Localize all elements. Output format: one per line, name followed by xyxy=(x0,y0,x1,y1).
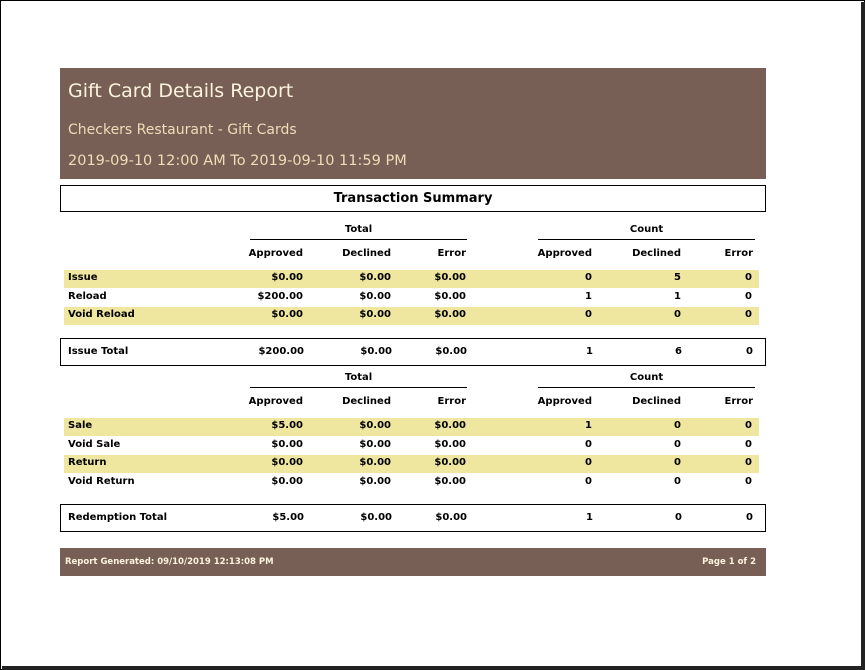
row-value: $0.00 xyxy=(434,309,466,320)
row-value: $5.00 xyxy=(271,420,303,431)
page-number: Page 1 of 2 xyxy=(702,557,756,567)
total-value: $0.00 xyxy=(435,345,467,357)
report-date-range: 2019-09-10 12:00 AM To 2019-09-10 11:59 PM xyxy=(68,153,407,169)
row-value: 0 xyxy=(745,309,752,320)
total-label: Issue Total xyxy=(68,345,129,357)
row-value: $0.00 xyxy=(271,457,303,468)
row-value: 0 xyxy=(745,457,752,468)
report-header xyxy=(60,68,766,179)
row-value: $0.00 xyxy=(359,272,391,283)
row-label: Void Sale xyxy=(68,438,121,450)
row-value: 0 xyxy=(585,457,592,468)
row-value: 0 xyxy=(745,438,752,450)
column-header: Approved xyxy=(537,396,592,407)
row-value: $0.00 xyxy=(434,475,466,487)
row-label: Void Reload xyxy=(68,309,135,320)
row-label: Issue xyxy=(68,272,98,283)
total-value: $0.00 xyxy=(360,512,392,523)
table-row xyxy=(64,474,759,492)
column-header: Error xyxy=(724,248,753,259)
row-value: $0.00 xyxy=(434,272,466,283)
row-value: $0.00 xyxy=(359,438,391,450)
total-value: 0 xyxy=(746,345,753,357)
row-value: 0 xyxy=(585,272,592,283)
total-value: 0 xyxy=(675,512,682,523)
row-label: Reload xyxy=(68,290,107,302)
column-header: Declined xyxy=(342,248,391,259)
row-value: $0.00 xyxy=(434,290,466,302)
report-title: Gift Card Details Report xyxy=(68,80,294,102)
total-value: $200.00 xyxy=(258,345,304,357)
row-value: $0.00 xyxy=(271,438,303,450)
transaction-summary-heading: Transaction Summary xyxy=(60,185,766,212)
total-group-rule xyxy=(250,387,467,388)
row-value: 0 xyxy=(674,420,681,431)
total-value: $0.00 xyxy=(360,345,392,357)
row-label: Return xyxy=(68,457,107,468)
row-value: 0 xyxy=(674,438,681,450)
table-row xyxy=(64,307,759,325)
column-header: Approved xyxy=(248,396,303,407)
row-value: 0 xyxy=(745,272,752,283)
section-total-row xyxy=(60,504,766,532)
total-group-label: Total xyxy=(344,224,373,235)
row-value: 0 xyxy=(745,475,752,487)
row-value: 5 xyxy=(674,272,681,283)
report-generated-text: Report Generated: 09/10/2019 12:13:08 PM xyxy=(65,557,274,567)
column-header: Declined xyxy=(632,248,681,259)
row-value: $0.00 xyxy=(359,475,391,487)
count-group-label: Count xyxy=(629,372,664,383)
frame-shadow xyxy=(2,666,865,670)
row-value: 0 xyxy=(674,309,681,320)
table-row xyxy=(64,289,759,307)
report-subtitle: Checkers Restaurant - Gift Cards xyxy=(68,122,297,138)
total-value: 1 xyxy=(586,345,593,357)
row-value: 0 xyxy=(585,309,592,320)
total-group-rule xyxy=(250,239,467,240)
total-label: Redemption Total xyxy=(68,512,167,523)
total-value: 0 xyxy=(746,512,753,523)
row-value: $0.00 xyxy=(271,272,303,283)
row-value: $0.00 xyxy=(434,457,466,468)
total-value: 1 xyxy=(586,512,593,523)
row-value: $0.00 xyxy=(359,290,391,302)
total-value: 6 xyxy=(675,345,682,357)
row-value: $0.00 xyxy=(359,309,391,320)
total-group-label: Total xyxy=(344,372,373,383)
column-header: Error xyxy=(437,396,466,407)
row-value: $0.00 xyxy=(359,457,391,468)
section-total-row xyxy=(60,338,766,366)
row-value: $0.00 xyxy=(271,475,303,487)
column-header: Error xyxy=(724,396,753,407)
row-value: 1 xyxy=(585,290,592,302)
row-label: Sale xyxy=(68,420,93,431)
table-row xyxy=(64,437,759,455)
table-row xyxy=(64,270,759,288)
table-row xyxy=(64,455,759,473)
total-value: $5.00 xyxy=(272,512,304,523)
row-value: 0 xyxy=(674,475,681,487)
count-group-rule xyxy=(538,387,755,388)
column-header: Approved xyxy=(248,248,303,259)
count-group-label: Count xyxy=(629,224,664,235)
count-group-rule xyxy=(538,239,755,240)
column-header: Approved xyxy=(537,248,592,259)
row-value: $0.00 xyxy=(434,438,466,450)
total-value: $0.00 xyxy=(435,512,467,523)
frame-shadow xyxy=(861,2,865,670)
row-value: $0.00 xyxy=(359,420,391,431)
row-value: $0.00 xyxy=(271,309,303,320)
report-footer xyxy=(60,548,766,576)
row-value: 0 xyxy=(745,420,752,431)
row-value: 0 xyxy=(585,475,592,487)
row-value: 0 xyxy=(674,457,681,468)
row-value: $200.00 xyxy=(257,290,303,302)
column-header: Declined xyxy=(342,396,391,407)
column-header: Declined xyxy=(632,396,681,407)
column-header: Error xyxy=(437,248,466,259)
row-value: 0 xyxy=(745,290,752,302)
row-value: 1 xyxy=(585,420,592,431)
row-value: $0.00 xyxy=(434,420,466,431)
table-row xyxy=(64,418,759,436)
row-label: Void Return xyxy=(68,475,135,487)
row-value: 1 xyxy=(674,290,681,302)
row-value: 0 xyxy=(585,438,592,450)
